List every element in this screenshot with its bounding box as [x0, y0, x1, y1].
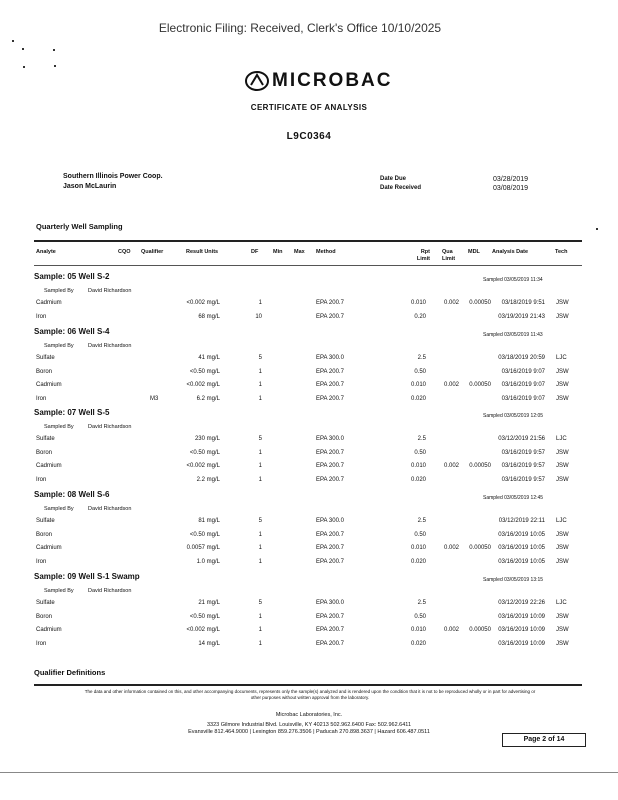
cell-rpt: 0.010 — [410, 300, 426, 306]
cell-method: EPA 200.7 — [316, 382, 344, 388]
date-values — [493, 175, 528, 193]
sampled-by-name: David Richardson — [88, 588, 132, 594]
cell-analyte: Iron — [36, 313, 47, 320]
cell-result: <0.50 mg/L — [189, 613, 220, 620]
cell-analyte: Sulfate — [36, 355, 55, 361]
cell-rpt: 0.20 — [414, 313, 426, 320]
cell-analyte: Cadmium — [36, 382, 62, 388]
cell-date: 03/16/2019 10:09 — [498, 627, 545, 633]
cell-result: 230 mg/L — [194, 436, 220, 442]
date-due-label: Date Due — [380, 176, 407, 182]
cell-date: 03/16/2019 9:57 — [501, 463, 545, 469]
footer-address: 3323 Gilmore Industrial Blvd. Louisville, KY 40213 502.962.6400 Fax: 502.962.6411 — [206, 722, 412, 728]
cell-date: 03/16/2019 10:09 — [498, 613, 545, 620]
sampled-by-name: David Richardson — [88, 424, 132, 430]
cell-mdl: 0.00050 — [469, 463, 491, 469]
cell-qual: M3 — [150, 395, 159, 402]
cell-rpt: 0.010 — [410, 627, 426, 633]
cell-method: EPA 200.7 — [316, 627, 344, 633]
cell-qua: 0.002 — [443, 382, 459, 388]
cell-method: EPA 200.7 — [316, 545, 344, 551]
cell-result: 6.2 mg/L — [196, 395, 220, 402]
cell-result: 0.0057 mg/L — [186, 545, 220, 551]
cell-df: 1 — [258, 545, 262, 551]
cell-tech: LJC — [556, 600, 567, 606]
filing-stamp: Electronic Filing: Received, Clerk's Office 10/10/2025 — [158, 21, 442, 35]
cell-method: EPA 200.7 — [316, 368, 344, 375]
cell-tech: JSW — [556, 558, 569, 565]
cell-tech: JSW — [556, 368, 569, 375]
date-received-label: Date Received — [380, 185, 422, 191]
cell-df: 1 — [258, 449, 262, 456]
col-df: DF — [251, 249, 259, 255]
cell-analyte: Cadmium — [36, 545, 62, 551]
disclaimer: The data and other information contained on this, and other accompanying documents, represents only the sample(s) analyzed and is rendered upon the condition that it is not to be reproduced wholly or in part for advertising or other purposes without written approval from the laboratory. — [84, 689, 536, 700]
cell-date: 03/16/2019 9:07 — [501, 395, 545, 402]
cell-date: 03/16/2019 10:05 — [498, 531, 545, 538]
cell-date: 03/16/2019 9:57 — [501, 449, 545, 456]
cell-df: 5 — [258, 518, 262, 524]
cell-result: <0.50 mg/L — [189, 531, 220, 538]
sampled-datetime: Sampled 03/05/2019 11:34 — [483, 277, 543, 283]
cell-result: <0.50 mg/L — [189, 368, 220, 375]
header-rule-top — [34, 240, 582, 242]
cell-qua: 0.002 — [443, 627, 459, 633]
cell-method: EPA 200.7 — [316, 558, 344, 565]
cell-rpt: 2.5 — [417, 436, 426, 442]
cell-qua: 0.002 — [443, 463, 459, 469]
col-analysis-date: Analysis Date — [492, 249, 529, 255]
cell-date: 03/18/2019 9:51 — [501, 300, 545, 306]
cell-date: 03/18/2019 20:59 — [498, 355, 545, 361]
cell-method: EPA 200.7 — [316, 395, 344, 402]
cell-result: <0.50 mg/L — [189, 449, 220, 456]
cell-df: 1 — [258, 558, 262, 565]
footer-rule — [34, 684, 582, 686]
cell-df: 5 — [258, 436, 262, 442]
sampled-by-label: Sampled By — [44, 288, 74, 294]
sampled-datetime: Sampled 03/05/2019 12:05 — [483, 413, 544, 419]
cell-rpt: 0.50 — [414, 613, 426, 620]
cell-df: 1 — [258, 395, 262, 402]
cell-rpt: 2.5 — [417, 518, 426, 524]
cell-tech: JSW — [556, 313, 569, 320]
cell-rpt: 0.50 — [414, 449, 426, 456]
cell-df: 5 — [258, 600, 262, 606]
client-name: Southern Illinois Power Coop. — [63, 173, 163, 180]
cell-df: 1 — [258, 300, 262, 306]
cell-tech: JSW — [556, 545, 569, 551]
cell-tech: JSW — [556, 449, 569, 456]
sample-title: Sample: 07 Well S-5 — [34, 408, 110, 417]
cell-analyte: Sulfate — [36, 518, 55, 524]
cell-date: 03/12/2019 21:56 — [498, 436, 545, 442]
col-result-units: Result Units — [186, 249, 219, 255]
cell-analyte: Boron — [36, 368, 53, 375]
cell-date: 03/12/2019 22:11 — [498, 518, 545, 524]
col-qua-limit: Qua Limit — [442, 249, 456, 262]
cell-rpt: 0.020 — [410, 640, 426, 647]
cell-tech: JSW — [556, 395, 569, 402]
cell-method: EPA 300.0 — [316, 518, 344, 524]
cell-method: EPA 300.0 — [316, 600, 344, 606]
col-analyte: Analyte — [36, 249, 56, 255]
col-max: Max — [294, 249, 305, 255]
page-bottom-rule — [0, 772, 618, 773]
cell-analyte: Cadmium — [36, 300, 62, 306]
sampled-datetime: Sampled 03/05/2019 12:45 — [483, 495, 544, 501]
cell-analyte: Sulfate — [36, 600, 55, 606]
cell-date: 03/16/2019 10:09 — [498, 640, 545, 647]
cell-method: EPA 200.7 — [316, 640, 344, 647]
sampled-by-name: David Richardson — [88, 343, 132, 349]
cell-tech: JSW — [556, 531, 569, 538]
cell-tech: LJC — [556, 355, 567, 361]
cell-df: 1 — [258, 463, 262, 469]
cell-rpt: 2.5 — [417, 600, 426, 606]
sampled-datetime: Sampled 03/05/2019 11:43 — [483, 332, 543, 338]
cell-rpt: 0.020 — [410, 558, 426, 565]
cell-result: 41 mg/L — [198, 355, 220, 361]
date-received-value: 03/08/2019 — [493, 185, 529, 192]
footer-branches: Evansville 812.464.9000 | Lexington 859.276.3506 | Paducah 270.898.3637 | Hazard 606.487.0511 — [188, 729, 430, 735]
cell-mdl: 0.00050 — [469, 382, 491, 388]
cell-method: EPA 200.7 — [316, 476, 344, 483]
cell-date: 03/12/2019 22:26 — [498, 600, 545, 606]
cell-df: 1 — [258, 382, 262, 388]
cell-df: 1 — [258, 627, 262, 633]
cell-mdl: 0.00050 — [469, 545, 491, 551]
cell-analyte: Sulfate — [36, 436, 55, 442]
cell-date: 03/19/2019 21:43 — [498, 313, 545, 320]
cell-method: EPA 300.0 — [316, 436, 344, 442]
cell-result: 14 mg/L — [198, 640, 220, 647]
certificate-title: CERTIFICATE OF ANALYSIS — [250, 103, 368, 112]
date-labels — [380, 175, 421, 193]
cell-result: <0.002 mg/L — [186, 300, 220, 306]
cell-df: 5 — [258, 355, 262, 361]
sampled-datetime: Sampled 03/05/2019 13:15 — [483, 577, 544, 583]
col-tech: Tech — [555, 249, 568, 255]
cell-df: 1 — [258, 531, 262, 538]
cell-qua: 0.002 — [443, 545, 459, 551]
sampled-by-label: Sampled By — [44, 506, 74, 512]
sample-title: Sample: 09 Well S-1 Swamp — [34, 572, 140, 581]
sampled-by-name: David Richardson — [88, 288, 132, 294]
cell-rpt: 0.50 — [414, 368, 426, 375]
col-qualifier: Qualifier — [141, 249, 164, 255]
cell-result: 1.0 mg/L — [196, 558, 220, 565]
cell-result: 68 mg/L — [198, 313, 220, 320]
cell-analyte: Iron — [36, 476, 47, 483]
cell-analyte: Iron — [36, 558, 47, 565]
cell-tech: LJC — [556, 436, 567, 442]
cell-rpt: 2.5 — [417, 355, 426, 361]
header-rule-bottom — [34, 265, 582, 266]
cell-date: 03/16/2019 9:07 — [501, 368, 545, 375]
footer-lab-name: Microbac Laboratories, Inc. — [275, 712, 343, 718]
cell-df: 1 — [258, 476, 262, 483]
cell-analyte: Cadmium — [36, 627, 62, 633]
cell-tech: JSW — [556, 640, 569, 647]
date-due-value: 03/28/2019 — [493, 176, 529, 183]
sample-title: Sample: 06 Well S-4 — [34, 327, 110, 336]
cell-df: 1 — [258, 368, 262, 375]
sampled-by-label: Sampled By — [44, 588, 74, 594]
cell-date: 03/16/2019 10:05 — [498, 558, 545, 565]
cell-date: 03/16/2019 10:05 — [498, 545, 545, 551]
cell-analyte: Boron — [36, 531, 53, 538]
col-method: Method — [316, 249, 336, 255]
col-cqo: CQO — [118, 249, 131, 255]
cell-method: EPA 200.7 — [316, 313, 344, 320]
cell-result: 21 mg/L — [198, 600, 220, 606]
microbac-logo-icon — [244, 70, 270, 92]
cell-df: 10 — [255, 313, 262, 320]
cell-qua: 0.002 — [443, 300, 459, 306]
cell-method: EPA 200.7 — [316, 449, 344, 456]
logo-wordmark: MICROBAC — [272, 70, 393, 91]
sample-title: Sample: 05 Well S-2 — [34, 272, 110, 281]
cell-analyte: Boron — [36, 613, 53, 620]
cell-result: 2.2 mg/L — [196, 476, 220, 483]
cell-mdl: 0.00050 — [469, 300, 491, 306]
cell-mdl: 0.00050 — [469, 627, 491, 633]
sampled-by-label: Sampled By — [44, 424, 74, 430]
cell-method: EPA 200.7 — [316, 613, 344, 620]
cell-method: EPA 300.0 — [316, 355, 344, 361]
cell-tech: JSW — [556, 382, 569, 388]
cell-result: <0.002 mg/L — [186, 382, 220, 388]
cell-tech: JSW — [556, 476, 569, 483]
col-mdl: MDL — [468, 249, 480, 255]
cell-tech: JSW — [556, 627, 569, 633]
cell-tech: LJC — [556, 518, 567, 524]
cell-method: EPA 200.7 — [316, 531, 344, 538]
cell-rpt: 0.020 — [410, 476, 426, 483]
cell-rpt: 0.50 — [414, 531, 426, 538]
cell-result: <0.002 mg/L — [186, 627, 220, 633]
qualifier-definitions: Qualifier Definitions — [34, 668, 106, 677]
sample-title: Sample: 08 Well S-6 — [34, 490, 110, 499]
cell-date: 03/16/2019 9:07 — [501, 382, 545, 388]
project-title: Quarterly Well Sampling — [36, 222, 123, 231]
cell-tech: JSW — [556, 463, 569, 469]
cell-rpt: 0.010 — [410, 382, 426, 388]
order-number: L9C0364 — [286, 131, 332, 142]
sampled-by-name: David Richardson — [88, 506, 132, 512]
cell-analyte: Iron — [36, 395, 47, 402]
cell-tech: JSW — [556, 613, 569, 620]
col-min: Min — [273, 249, 283, 255]
cell-result: <0.002 mg/L — [186, 463, 220, 469]
page-number: Page 2 of 14 — [502, 733, 586, 747]
cell-rpt: 0.010 — [410, 463, 426, 469]
cell-rpt: 0.010 — [410, 545, 426, 551]
cell-method: EPA 200.7 — [316, 300, 344, 306]
cell-rpt: 0.020 — [410, 395, 426, 402]
cell-method: EPA 200.7 — [316, 463, 344, 469]
col-rpt-limit: Rpt Limit — [416, 249, 430, 262]
cell-date: 03/16/2019 9:57 — [501, 476, 545, 483]
cell-analyte: Cadmium — [36, 463, 62, 469]
cell-tech: JSW — [556, 300, 569, 306]
client-block — [63, 172, 163, 192]
cell-df: 1 — [258, 640, 262, 647]
cell-analyte: Iron — [36, 640, 47, 647]
sampled-by-label: Sampled By — [44, 343, 74, 349]
cell-df: 1 — [258, 613, 262, 620]
client-contact: Jason McLaurin — [63, 183, 117, 190]
cell-analyte: Boron — [36, 449, 53, 456]
cell-result: 81 mg/L — [198, 518, 220, 524]
